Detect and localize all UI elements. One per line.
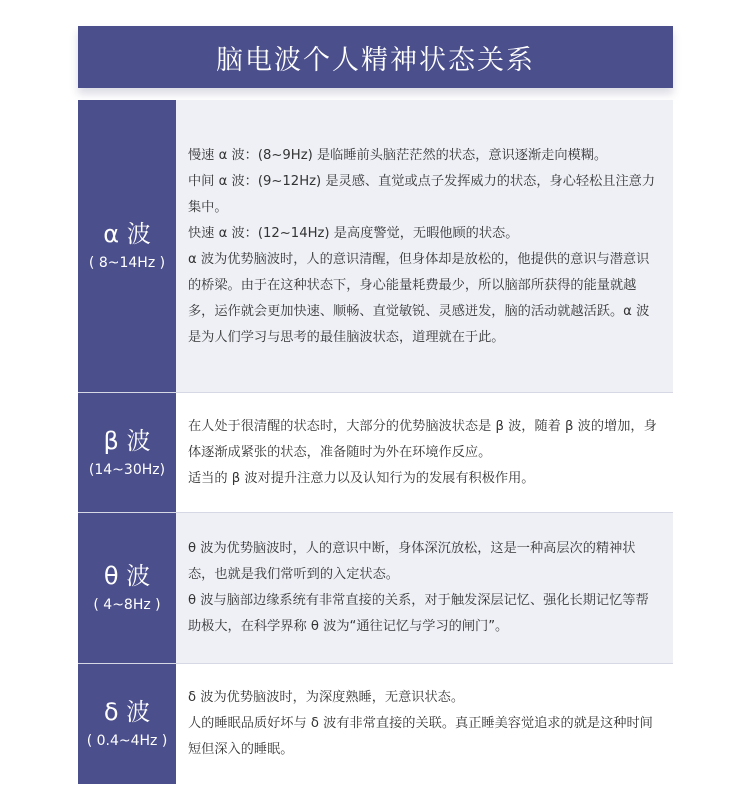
- table-row-alpha: [78, 100, 673, 392]
- row-content-beta: [176, 393, 673, 512]
- table-row-delta: [78, 664, 673, 784]
- paragraph: δ 波为优势脑波时，为深度熟睡，无意识状态。: [188, 690, 465, 705]
- wave-name: α 波: [103, 220, 151, 248]
- wave-range: ( 4~8Hz ): [93, 597, 161, 613]
- row-label-alpha: [78, 100, 176, 392]
- paragraph: θ 波为优势脑波时，人的意识中断，身体深沉放松，这是一种高层次的精神状态，也就是我们常听到的入定状态。: [188, 541, 636, 582]
- wave-range: ( 8~14Hz ): [88, 255, 166, 271]
- paragraph: α 波为优势脑波时，人的意识清醒，但身体却是放松的，他提供的意识与潜意识的桥梁。由于在这种状态下，身心能量耗费最少，所以脑部所获得的能量就越多，运作就会更加快速、顺畅、直觉敏锐、灵感迸发，脑的活动就越活跃。α 波是为人们学习与思考的最佳脑波状态，道理就在于此。: [188, 252, 650, 345]
- row-content-delta: [176, 664, 673, 784]
- row-content-theta: [176, 513, 673, 663]
- paragraph: 慢速 α 波：(8~9Hz) 是临睡前头脑茫茫然的状态，意识逐渐走向模糊。: [188, 148, 608, 163]
- row-label-delta: [78, 664, 176, 784]
- brainwave-table: [78, 100, 673, 784]
- table-row-beta: [78, 393, 673, 512]
- wave-name: β 波: [103, 426, 151, 455]
- paragraph: θ 波与脑部边缘系统有非常直接的关系，对于触发深层记忆、强化长期记忆等帮助极大，在科学界称 θ 波为“通往记忆与学习的闸门”。: [188, 593, 649, 634]
- wave-range: (14~30Hz): [88, 461, 166, 478]
- wave-name: θ 波: [103, 562, 151, 590]
- paragraph: 中间 α 波：(9~12Hz) 是灵感、直觉或点子发挥威力的状态，身心轻松且注意力集中。: [188, 174, 656, 215]
- paragraph: 快速 α 波：(12~14Hz) 是高度警觉，无暇他顾的状态。: [188, 226, 519, 241]
- wave-name: δ 波: [103, 698, 151, 726]
- paragraph: 在人处于很清醒的状态时，大部分的优势脑波状态是 β 波，随着 β 波的增加，身体逐渐成紧张的状态，准备随时为外在环境作反应。: [188, 418, 657, 460]
- paragraph: 人的睡眠品质好坏与 δ 波有非常直接的关联。真正睡美容觉追求的就是这种时间短但深入的睡眠。: [188, 716, 653, 757]
- table-row-theta: [78, 513, 673, 663]
- wave-range: ( 0.4~4Hz ): [86, 733, 168, 749]
- page-title: 脑电波个人精神状态关系: [78, 26, 673, 88]
- row-content-alpha: [176, 100, 673, 392]
- paragraph: 适当的 β 波对提升注意力以及认知行为的发展有积极作用。: [188, 470, 535, 486]
- row-label-theta: [78, 513, 176, 663]
- row-label-beta: [78, 393, 176, 512]
